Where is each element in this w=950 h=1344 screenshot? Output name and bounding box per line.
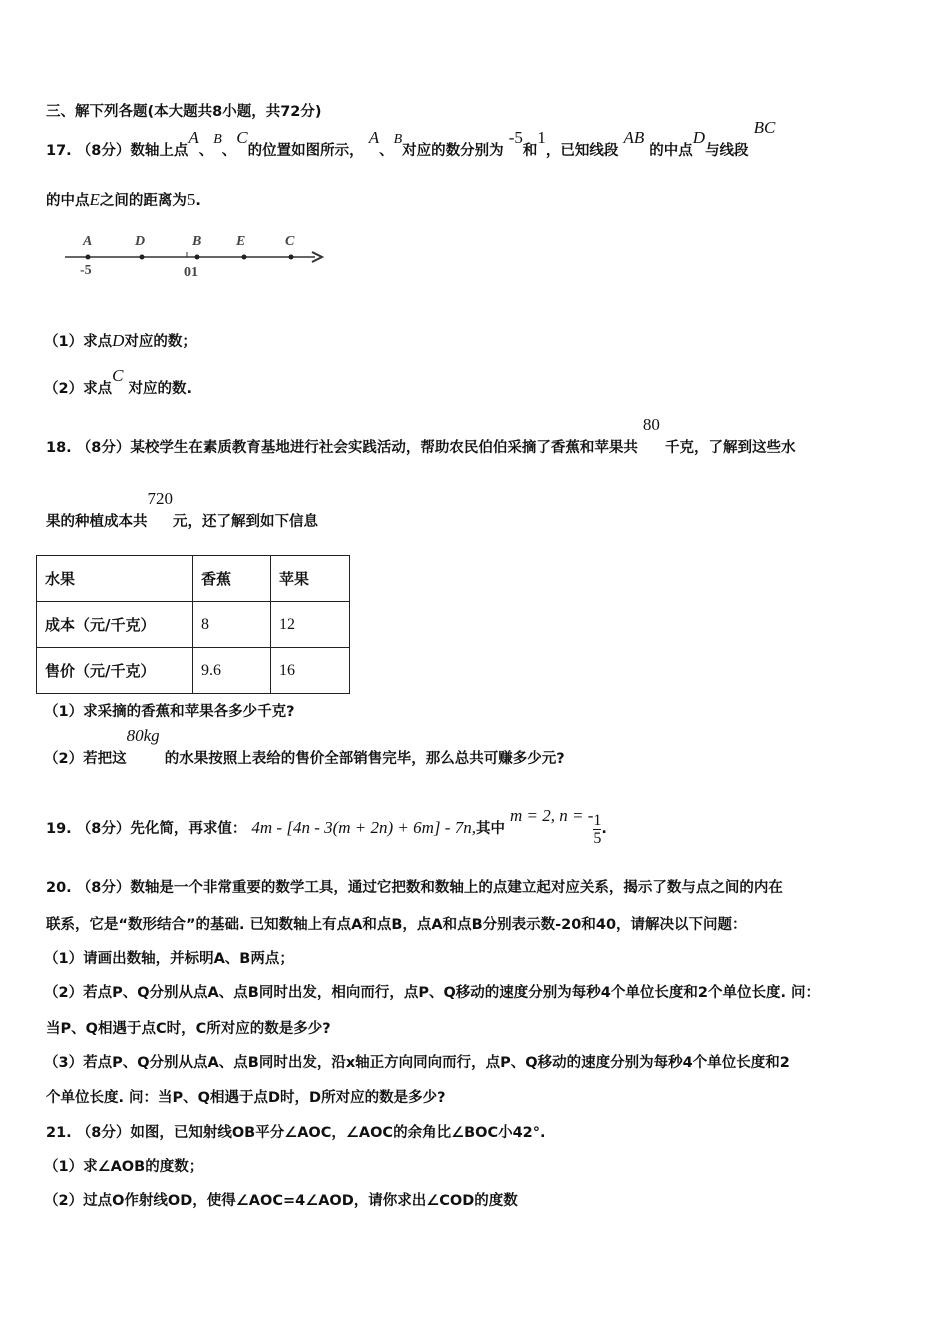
table-header <box>37 556 350 602</box>
cell: 8 <box>193 602 271 648</box>
math-expression: 4m - [4n - 3(m + 2n) + 6m] - 7n, <box>251 818 476 837</box>
q20-line: （1）请画出数轴，并标明A、B两点； <box>44 951 294 967</box>
text: 的中点 <box>46 193 90 209</box>
q20-line: 个单位长度. 问：当P、Q相遇于点D时，D所对应的数是多少? <box>46 1090 446 1106</box>
row-label: 成本（元/千克） <box>37 602 193 648</box>
math: B <box>213 132 222 147</box>
text: 、 <box>198 143 214 159</box>
tick-01: 01 <box>184 265 198 280</box>
math: D <box>692 128 706 147</box>
numerator: 1 <box>593 811 602 829</box>
text: 和 <box>522 143 538 159</box>
text: 的中点 <box>649 143 693 159</box>
label-c: C <box>285 234 295 249</box>
math: 720 <box>147 489 173 508</box>
q17-part1 <box>44 331 197 352</box>
text: （2）若把这 <box>44 751 127 767</box>
math: A <box>188 128 199 147</box>
q20-line: 20. （8分）数轴是一个非常重要的数学工具，通过它把数和数轴上的点建立起对应关系，揭示了数与点之间的内在 <box>46 880 783 896</box>
text: 之间的距离为 <box>99 193 187 209</box>
fruit-table <box>36 555 350 694</box>
point-a <box>86 255 91 260</box>
text: . <box>195 193 201 209</box>
text: 的水果按照上表给的售价全部销售完毕，那么总共可赚多少元? <box>164 751 565 767</box>
q21-line: （2）过点O作射线OD，使得∠AOC=4∠AOD，请你求出∠COD的度数 <box>44 1193 518 1209</box>
label-a: A <box>83 234 93 249</box>
text: 对应的数. <box>128 381 193 397</box>
text: 对应的数； <box>124 334 197 350</box>
q18-part2 <box>44 726 565 769</box>
q20-line: 当P、Q相遇于点C时，C所对应的数是多少? <box>46 1021 331 1037</box>
math: AB <box>623 128 645 147</box>
math: C <box>112 366 124 385</box>
q18-part1: （1）求采摘的香蕉和苹果各多少千克? <box>44 704 295 720</box>
text: （1）求点 <box>44 334 113 350</box>
point-e <box>242 255 247 260</box>
text: 、 <box>221 143 237 159</box>
math: A <box>368 128 380 147</box>
header-cell: 苹果 <box>271 556 350 602</box>
cell: 12 <box>271 602 350 648</box>
q17-line2 <box>46 190 201 211</box>
text: . <box>601 821 607 837</box>
cell: 9.6 <box>193 648 271 694</box>
number-line-diagram <box>60 228 330 283</box>
math: 80kg <box>126 726 160 745</box>
table-row <box>37 648 350 694</box>
point-c <box>289 255 294 260</box>
q17-part2 <box>44 366 193 399</box>
text: ，已知线段 <box>545 143 619 159</box>
text: 的位置如图所示， <box>247 143 364 159</box>
math: 80 <box>642 415 660 434</box>
math: 1 <box>537 128 546 147</box>
text: 果的种植成本共 <box>46 514 148 530</box>
q20-line: （2）若点P、Q分别从点A、点B同时出发，相向而行，点P、Q移动的速度分别为每秒4个单位长度和2个单位长度. 问： <box>44 985 821 1001</box>
math: C <box>236 128 248 147</box>
q19-line <box>46 808 607 849</box>
text: 元，还了解到如下信息 <box>173 514 318 530</box>
text: 与线段 <box>705 143 749 159</box>
q20-line: 联系，它是“数形结合”的基础. 已知数轴上有点A和点B，点A和点B分别表示数-20和40，请解决以下问题： <box>46 917 747 933</box>
math: -5 <box>508 128 523 147</box>
text: 19. （8分）先化简，再求值： <box>46 821 247 837</box>
math: B <box>393 132 403 147</box>
text: 17. （8分）数轴上点 <box>46 143 189 159</box>
section-heading: 三、解下列各题(本大题共8小题，共72分) <box>46 104 322 120</box>
text: 18. （8分）某校学生在素质教育基地进行社会实践活动，帮助农民伯伯采摘了香蕉和苹果共 <box>46 440 638 456</box>
math: D <box>112 331 125 350</box>
table-row <box>37 602 350 648</box>
math: m = 2, n = - <box>510 806 594 825</box>
point-b <box>195 255 200 260</box>
tick-minus5: -5 <box>80 263 92 278</box>
math: BC <box>753 118 776 137</box>
label-d: D <box>135 234 146 249</box>
text: 对应的数分别为 <box>402 143 504 159</box>
header-cell: 水果 <box>37 556 193 602</box>
label-b: B <box>192 234 202 249</box>
q18-line1 <box>46 415 796 458</box>
row-label: 售价（元/千克） <box>37 648 193 694</box>
q20-line: （3）若点P、Q分别从点A、点B同时出发，沿x轴正方向同向而行，点P、Q移动的速度分别为每秒4个单位长度和2 <box>44 1055 790 1071</box>
q18-line2 <box>46 489 318 532</box>
label-e: E <box>236 234 246 249</box>
text: 其中 <box>475 821 505 837</box>
q21-line: （1）求∠AOB的度数； <box>44 1159 204 1175</box>
denominator: 5 <box>593 829 602 847</box>
q21-line: 21. （8分）如图，已知射线OB平分∠AOC，∠AOC的余角比∠BOC小42°. <box>46 1125 546 1141</box>
math: E <box>89 190 100 209</box>
text: 、 <box>379 143 394 159</box>
text: 千克，了解到这些水 <box>664 440 796 456</box>
math: 5 <box>186 190 196 209</box>
header-cell: 香蕉 <box>193 556 271 602</box>
q17-line1 <box>46 118 776 162</box>
text: （2）求点 <box>44 381 113 397</box>
cell: 16 <box>271 648 350 694</box>
point-d <box>140 255 145 260</box>
